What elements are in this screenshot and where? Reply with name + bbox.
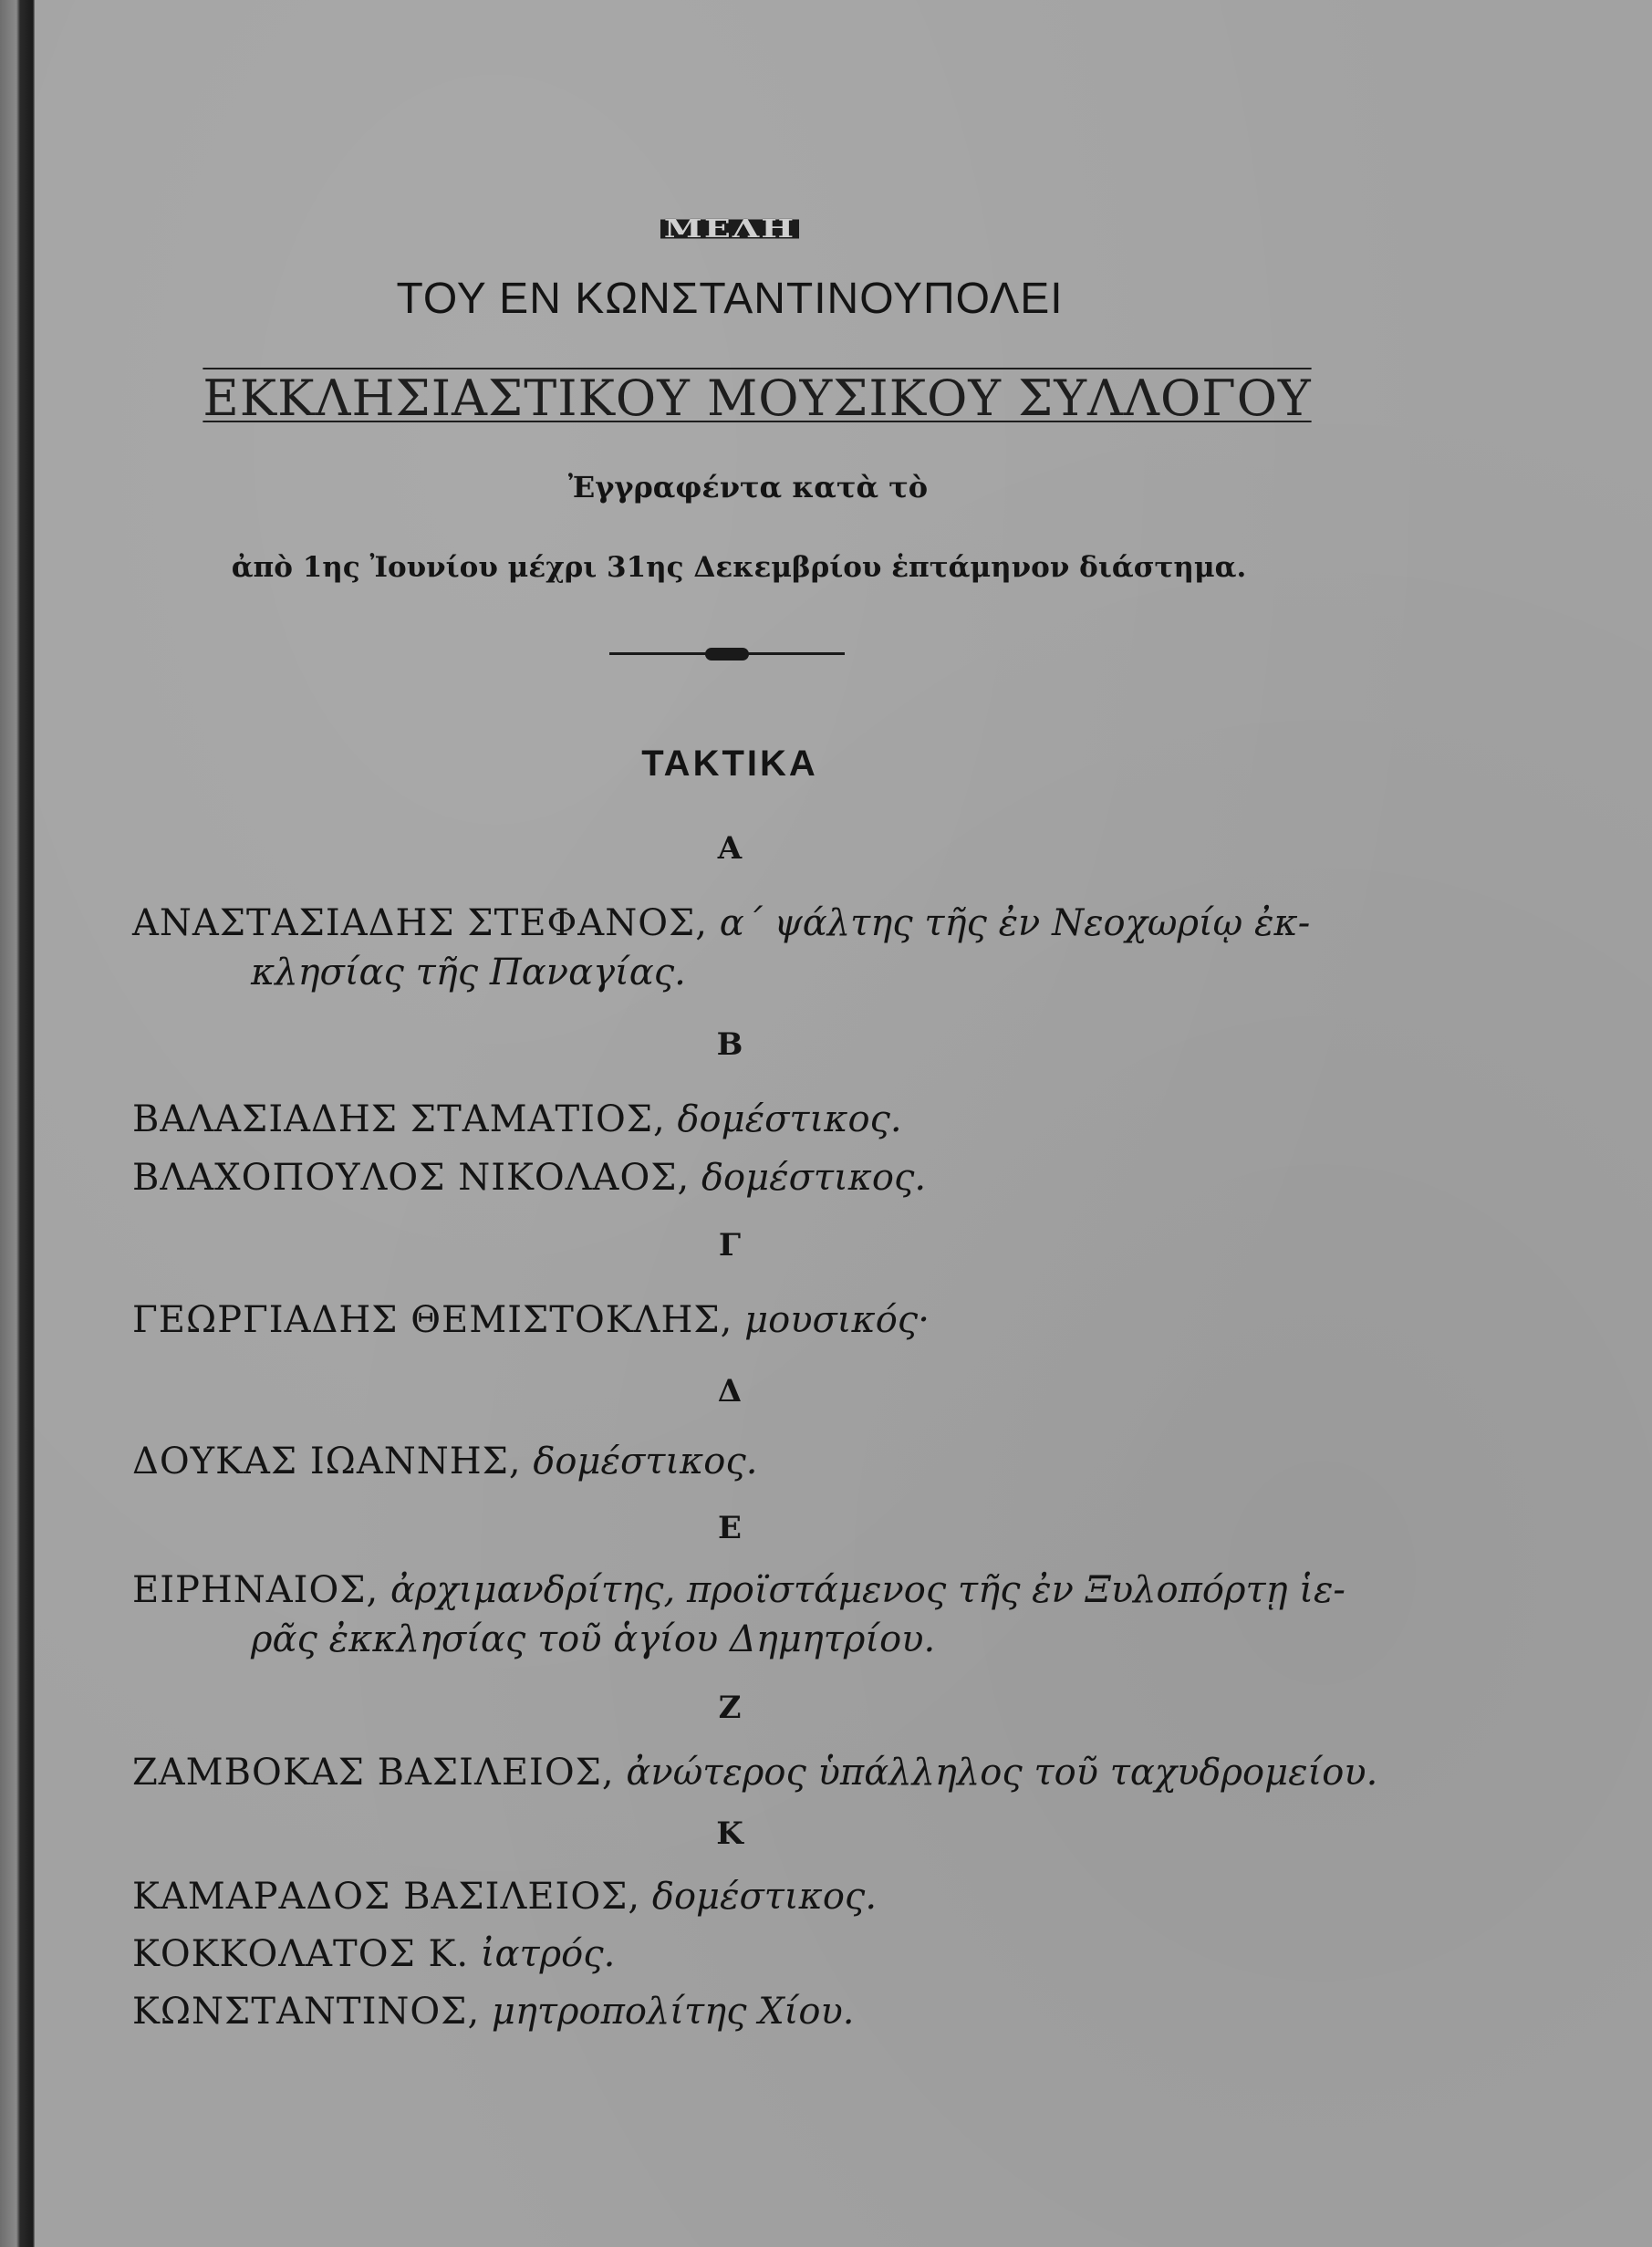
member-description-continued: κλησίας τῆς Παναγίας. [251, 952, 686, 993]
member-entry [132, 1295, 1300, 1345]
heading-decorative-title: ΜΕΛΗ [0, 208, 1460, 249]
heading-line-3: Ἐγγραφέντα κατὰ τὸ [567, 470, 929, 505]
member-description: ἀνώτερος ὑπάλληλος τοῦ ταχυδρομείου. [626, 1752, 1378, 1794]
member-name: ΒΛΑΧΟΠΟΥΛΟΣ ΝΙΚΟΛΑΟΣ, [132, 1157, 691, 1199]
group-letter: Γ [718, 1227, 742, 1264]
member-description: α΄ ψάλτης τῆς ἐν Νεοχωρίῳ ἐκ- [719, 902, 1311, 944]
group-letter: Δ [717, 1373, 743, 1410]
heading-line-2: ΕΚΚΛΗΣΙΑΣΤΙΚΟΥ ΜΟΥΣΙΚΟΥ ΣΥΛΛΟΓΟΥ [203, 369, 1312, 427]
member-entry [132, 1566, 1345, 1660]
heading-line-4: ἀπὸ 1ης Ἰουνίου μέχρι 31ης Δεκεμβρίου ἑπτάμηνον διάστημα. [231, 551, 1247, 584]
group-letter: Ζ [718, 1690, 742, 1726]
group-letter: Ε [718, 1510, 742, 1546]
member-name: ΚΑΜΑΡΑΔΟΣ ΒΑΣΙΛΕΙΟΣ, [132, 1876, 641, 1918]
member-description: μητροπολίτης Χίου. [491, 1991, 855, 2033]
member-description: ἰατρός. [480, 1933, 616, 1975]
member-description: δομέστικος. [701, 1157, 927, 1199]
group-letter: Κ [716, 1815, 743, 1852]
member-entry [132, 1748, 1378, 1797]
ornament-bar-left [609, 652, 710, 655]
member-name: ΑΝΑΣΤΑΣΙΑΔΗΣ ΣΤΕΦΑΝΟΣ, [132, 902, 708, 944]
member-name: ΕΙΡΗΝΑΙΟΣ, [132, 1569, 379, 1611]
member-entry [132, 1437, 1300, 1486]
group-letter: Α [717, 830, 743, 867]
ornament-divider [609, 648, 845, 661]
member-entry [132, 1153, 1300, 1202]
member-entry [132, 1930, 1300, 1979]
heading-line-1: ΤΟΥ ΕΝ ΚΩΝΣΤΑΝΤΙΝΟΥΠΟΛΕΙ [396, 275, 1064, 323]
member-description-continued: ρᾶς ἐκκλησίας τοῦ ἁγίου Δημητρίου. [251, 1618, 936, 1660]
member-name: ΔΟΥΚΑΣ ΙΩΑΝΝΗΣ, [132, 1441, 522, 1482]
member-description: δομέστικος. [533, 1441, 758, 1482]
member-entry [132, 1872, 1300, 1921]
member-name: ΓΕΩΡΓΙΑΔΗΣ ΘΕΜΙΣΤΟΚΛΗΣ, [132, 1299, 733, 1341]
member-description: δομέστικος. [651, 1876, 878, 1918]
member-name: ΚΩΝΣΤΑΝΤΙΝΟΣ, [132, 1991, 481, 2033]
member-entry [132, 899, 1311, 993]
member-description: ἀρχιμανδρίτης, προϊστάμενος τῆς ἐν Ξυλοπόρτῃ ἱε- [390, 1569, 1345, 1611]
group-letter: Β [716, 1026, 743, 1063]
section-title: ΤΑΚΤΙΚΑ [641, 744, 818, 784]
book-binding-edge [0, 0, 35, 2247]
member-name: ΒΑΛΑΣΙΑΔΗΣ ΣΤΑΜΑΤΙΟΣ, [132, 1098, 666, 1140]
member-name: ΖΑΜΒΟΚΑΣ ΒΑΣΙΛΕΙΟΣ, [132, 1752, 615, 1794]
member-description: μουσικός· [744, 1299, 930, 1341]
member-name: ΚΟΚΚΟΛΑΤΟΣ Κ. [132, 1933, 470, 1975]
ornament-bar-right [744, 652, 845, 655]
ornament-center [705, 648, 749, 661]
member-description: δομέστικος. [677, 1098, 902, 1140]
member-entry [132, 1095, 1300, 1144]
member-entry [132, 1987, 1300, 2036]
